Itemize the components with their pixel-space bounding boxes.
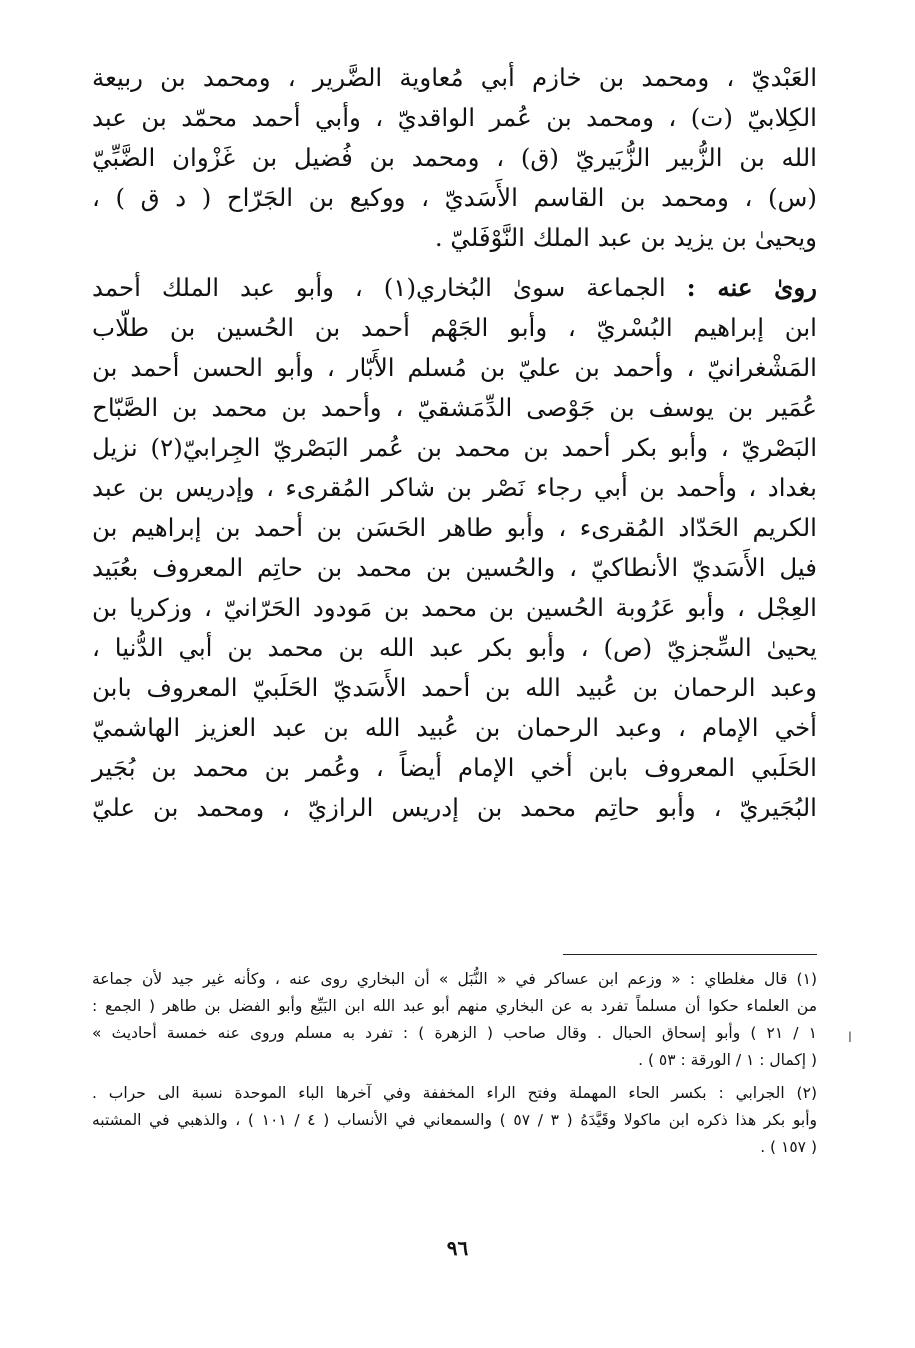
text-line: العَبْديّ ، ومحمد بن خازم أبي مُعاوية الضَّرير ، ومحمد بن ربيعة: [92, 63, 817, 92]
footnote-divider: [563, 954, 817, 955]
text-line: فيل الأَسَديّ الأنطاكيّ ، والحُسين بن محمد بن حاتِم المعروف بعُبَيد: [92, 553, 817, 582]
text-line: عُمَير بن يوسف بن جَوْصى الدِّمَشقيّ ، وأحمد بن محمد بن الصَّبّاح: [92, 393, 817, 422]
text-line: (س) ، ومحمد بن القاسم الأَسَديّ ، ووكيع بن الجَرّاح ( د ق ) ،: [92, 183, 817, 212]
text-line: الكِلابيّ (ت) ، ومحمد بن عُمر الواقديّ ، وأبي أحمد محمّد بن عبد: [92, 103, 817, 132]
text-line-first: [92, 268, 817, 308]
paragraph-students: [92, 268, 817, 828]
paragraph-teachers: [92, 58, 817, 258]
text-line: بغداد ، وأحمد بن أبي رجاء نَصْر بن شاكر المُقرىء ، وإدريس بن عبد: [92, 473, 817, 502]
text-line: المَشْغرانيّ ، وأحمد بن عليّ بن مُسلم الأَبّار ، وأبو الحسن أحمد بن: [92, 353, 817, 382]
text-line: العِجْل ، وأبو عَرُوبة الحُسين بن محمد بن مَودود الحَرّانيّ ، وزكريا بن: [92, 593, 817, 622]
footnote-1: [92, 966, 817, 1074]
paragraph-gap: [92, 258, 817, 268]
footnote-line: ( ١٥٧ ) .: [760, 1138, 817, 1156]
footnote-line: وأبو بكر هذا ذكره ابن ماكولا وقَيَّدَهُ ( ٣ / ٥٧ ) والسمعاني في الأنساب ( ٤ / ١٠١ ) ، والذهبي في المشتبه: [92, 1111, 818, 1129]
text-line: أخي الإمام ، وعبد الرحمان بن عُبيد الله بن عبد العزيز الهاشميّ: [92, 713, 817, 742]
text-line: الله بن الزُّبير الزُّبَيريّ (ق) ، ومحمد بن فُضيل بن غَزْوان الضَّبِّيّ: [92, 143, 817, 172]
footnote-2: [92, 1080, 817, 1161]
text-line-rest: الجماعة سوىٰ البُخاري(١) ، وأبو عبد الملك أحمد: [92, 273, 687, 302]
text-line: يحيىٰ السِّجزيّ (ص) ، وأبو بكر عبد الله بن محمد بن أبي الدُّنيا ،: [92, 633, 817, 662]
text-line: الحَلَبي المعروف بابن أخي الإمام أيضاً ، وعُمر بن محمد بن بُجَير: [92, 753, 817, 782]
footnote-line: ( إكمال : ١ / الورقة : ٥٣ ) .: [638, 1051, 817, 1069]
text-line: وعبد الرحمان بن عُبيد الله بن أحمد الأَسَديّ الحَلَبيّ المعروف بابن: [92, 673, 817, 702]
footnote-line: (١) قال مغلطاي : « وزعم ابن عساكر في « النُّبَل » أن البخاري روى عنه ، وكأنه غير جيد لأن جماعة: [92, 970, 817, 988]
section-lead: روىٰ عنه :: [686, 273, 818, 302]
margin-mark: ا: [848, 1030, 852, 1046]
text-line: ويحيىٰ بن يزيد بن عبد الملك النَّوْفَليّ .: [434, 223, 817, 252]
text-line: البَصْريّ ، وأبو بكر أحمد بن محمد بن عُمر البَصْريّ الجِرابيّ(٢) نزيل: [92, 433, 817, 462]
footnote-line: ١ / ٢١ ) وأبو إسحاق الحبال . وقال صاحب ( الزهرة ) : تفرد به مسلم وروى عنه خمسة أحاديث »: [92, 1024, 817, 1042]
text-line: ابن إبراهيم البُسْريّ ، وأبو الجَهْم أحمد بن الحُسين بن طلّاب: [92, 313, 817, 342]
main-text: [92, 58, 817, 828]
text-line: البُجَيريّ ، وأبو حاتِم محمد بن إدريس الرازيّ ، ومحمد بن عليّ: [92, 793, 817, 822]
text-line: الكريم الحَدّاد المُقرىء ، وأبو طاهر الحَسَن بن أحمد بن إبراهيم بن: [92, 513, 817, 542]
footnote-line: من العلماء حكوا أن مسلماً تفرد به عن البخاري منهم أبو عبد الله ابن البَيِّع وأبو الفضل بن طاهر ( الجمع :: [92, 997, 817, 1015]
footnote-line: (٢) الجرابي : بكسر الحاء المهملة وفتح الراء المخففة وفي آخرها الباء الموحدة نسبة الى حراب .: [92, 1084, 817, 1102]
footnotes: [92, 966, 817, 1161]
page-number: ٩٦: [446, 1236, 469, 1260]
